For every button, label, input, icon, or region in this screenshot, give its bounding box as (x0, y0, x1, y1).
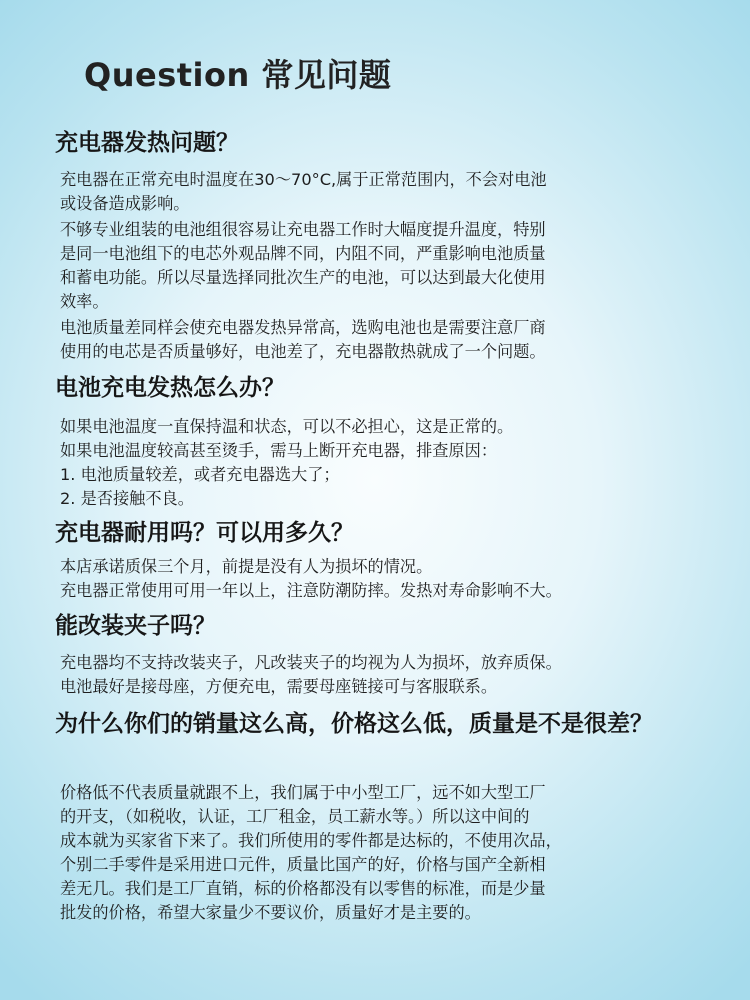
text-line: 或设备造成影响。 (60, 194, 190, 213)
text-line: 和蓄电功能。所以尽量选择同批次生产的电池，可以达到最大化使用 (60, 268, 546, 287)
faq-answer-paragraph (60, 168, 695, 216)
text-line: 充电器正常使用可用一年以上，注意防潮防摔。发热对寿命影响不大。 (60, 581, 562, 600)
text-line: 差无几。我们是工厂直销，标的价格都没有以零售的标准，而是少量 (60, 879, 546, 898)
faq-question-clip-modification: 能改装夹子吗？ (55, 613, 216, 639)
text-line: 成本就为买家省下来了。我们所使用的零件都是达标的，不使用次品， (60, 831, 562, 850)
text-line: 个别二手零件是采用进口元件，质量比国产的好，价格与国产全新相 (60, 855, 546, 874)
text-line: 电池质量差同样会使充电器发热异常高，选购电池也是需要注意厂商 (60, 318, 546, 337)
text-line: 充电器均不支持改装夹子，凡改装夹子的均视为人为损坏，放弃质保。 (60, 653, 562, 672)
faq-question-durability: 充电器耐用吗？可以用多久？ (55, 520, 354, 546)
text-line: 电池最好是接母座，方便充电，需要母座链接可与客服联系。 (60, 677, 498, 696)
faq-answer-paragraph (60, 651, 695, 699)
text-line: 充电器在正常充电时温度在30～70°C,属于正常范围内，不会对电池 (60, 170, 547, 189)
faq-answer-paragraph (60, 555, 695, 603)
text-line: 使用的电芯是否质量够好，电池差了，充电器散热就成了一个问题。 (60, 342, 546, 361)
faq-answer-paragraph (60, 415, 695, 511)
text-line: 2. 是否接触不良。 (60, 489, 194, 508)
text-line: 如果电池温度一直保持温和状态，可以不必担心，这是正常的。 (60, 417, 514, 436)
text-line: 的开支，（如税收，认证，工厂租金，员工薪水等。）所以这中间的 (60, 807, 530, 826)
faq-answer-paragraph (60, 781, 695, 925)
text-line: 效率。 (60, 292, 109, 311)
text-line: 价格低不代表质量就跟不上，我们属于中小型工厂，远不如大型工厂 (60, 783, 546, 802)
text-line: 本店承诺质保三个月，前提是没有人为损坏的情况。 (60, 557, 433, 576)
text-line: 不够专业组装的电池组很容易让充电器工作时大幅度提升温度，特别 (60, 220, 546, 239)
text-line: 1. 电池质量较差，或者充电器选大了； (60, 465, 340, 484)
faq-question-battery-heat: 电池充电发热怎么办？ (55, 375, 285, 401)
page-title: Question 常见问题 (84, 56, 392, 94)
faq-answer-paragraph (60, 316, 695, 364)
faq-question-price-quality: 为什么你们的销量这么高，价格这么低，质量是不是很差？ (55, 711, 653, 737)
text-line: 批发的价格，希望大家量少不要议价，质量好才是主要的。 (60, 903, 481, 922)
faq-question-charger-heat: 充电器发热问题？ (55, 130, 239, 156)
text-line: 如果电池温度较高甚至烫手，需马上断开充电器，排查原因： (60, 441, 498, 460)
text-line: 是同一电池组下的电芯外观品牌不同，内阻不同，严重影响电池质量 (60, 244, 546, 263)
faq-answer-paragraph (60, 218, 695, 314)
